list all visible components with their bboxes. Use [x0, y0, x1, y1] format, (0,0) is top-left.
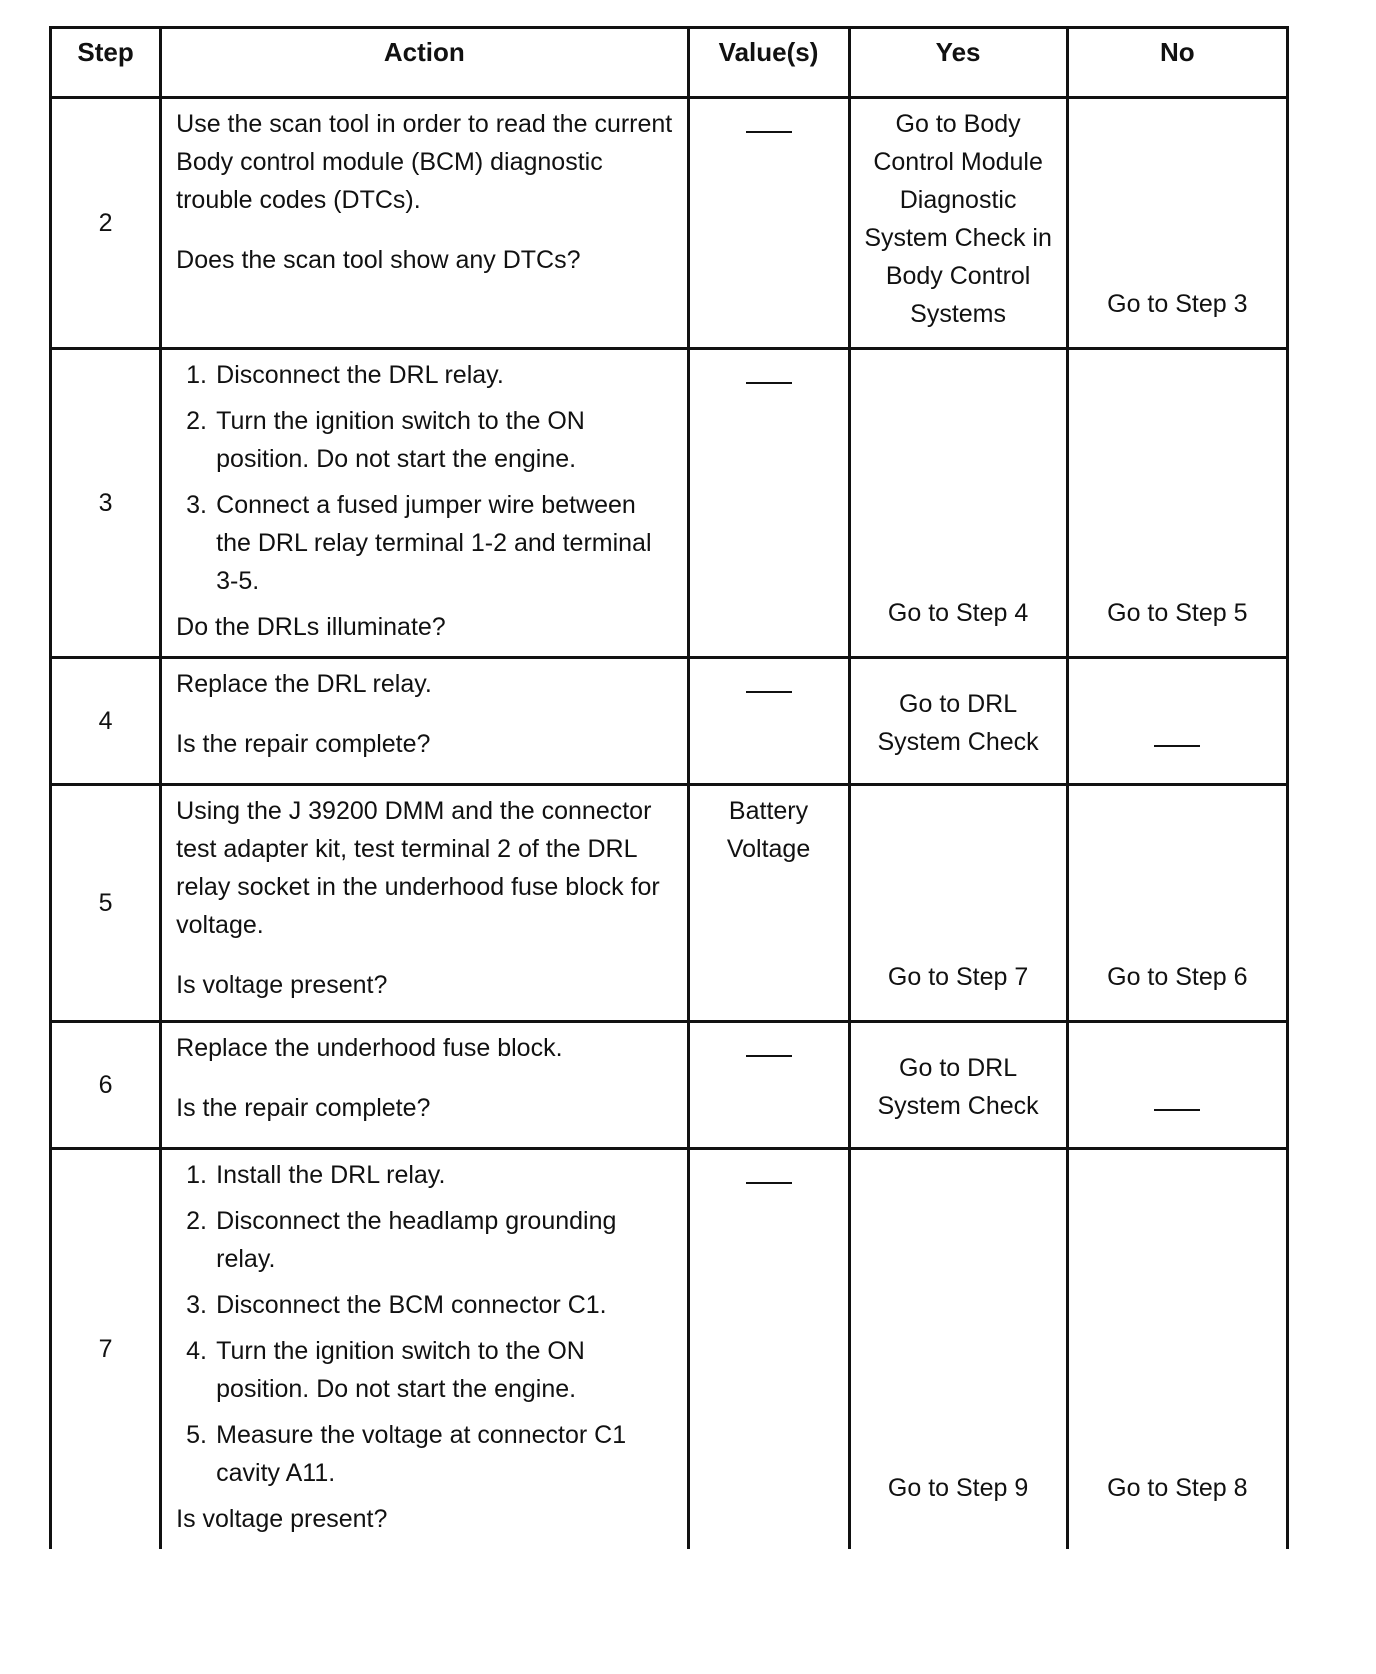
empty-value-dash	[746, 1182, 792, 1184]
value-cell: Battery Voltage	[688, 785, 849, 1022]
action-cell	[161, 98, 688, 349]
action-text: Using the J 39200 DMM and the connector test adapter kit, test terminal 2 of the DRL relay socket in the underhood fuse block for voltage.	[176, 797, 660, 939]
diagnostic-table	[49, 26, 1289, 1549]
yes-text: Go to Step 7	[887, 963, 1029, 991]
yes-text: Go to DRL System Check	[877, 690, 1039, 756]
step-number: 5	[51, 785, 161, 1022]
action-question: Is the repair complete?	[176, 730, 431, 758]
list-item: 5. Measure the voltage at connector C1 cavity A11.	[186, 1421, 627, 1487]
yes-cell	[849, 1149, 1067, 1549]
value-cell	[688, 658, 849, 785]
empty-value-dash	[746, 1055, 792, 1057]
list-item: 4. Turn the ignition switch to the ON position. Do not start the engine.	[186, 1337, 585, 1403]
header-values: Value(s)	[688, 28, 849, 98]
header-step: Step	[51, 28, 161, 98]
table-row	[51, 658, 1288, 785]
no-cell	[1067, 98, 1287, 349]
action-question: Is the repair complete?	[176, 1094, 431, 1122]
step-number: 7	[51, 1149, 161, 1549]
no-text: Go to Step 5	[1107, 599, 1248, 627]
list-item: 2. Turn the ignition switch to the ON position. Do not start the engine.	[186, 407, 585, 473]
yes-text: Go to Body Control Module Diagnostic System Check in Body Control Systems	[864, 110, 1052, 328]
value-cell	[688, 1022, 849, 1149]
value-cell	[688, 98, 849, 349]
yes-text: Go to DRL System Check	[877, 1054, 1039, 1120]
step-number: 2	[51, 98, 161, 349]
action-question: Is voltage present?	[176, 971, 388, 999]
table-row	[51, 349, 1288, 658]
yes-cell	[849, 349, 1067, 658]
yes-cell	[849, 658, 1067, 785]
value-cell	[688, 349, 849, 658]
empty-value-dash	[746, 131, 792, 133]
action-question: Is voltage present?	[176, 1505, 388, 1533]
action-text: Use the scan tool in order to read the current Body control module (BCM) diagnostic trouble codes (DTCs).	[176, 110, 673, 214]
no-text: Go to Step 6	[1107, 963, 1248, 991]
action-text: Replace the DRL relay.	[176, 670, 432, 698]
no-cell	[1067, 658, 1287, 785]
action-question: Does the scan tool show any DTCs?	[176, 246, 581, 274]
no-cell	[1067, 1149, 1287, 1549]
list-item: 1. Disconnect the DRL relay.	[186, 361, 504, 389]
header-row	[51, 28, 1288, 98]
header-yes: Yes	[849, 28, 1067, 98]
table-row	[51, 1022, 1288, 1149]
no-cell	[1067, 785, 1287, 1022]
list-item: 1. Install the DRL relay.	[186, 1161, 446, 1189]
step-number: 6	[51, 1022, 161, 1149]
header-action: Action	[161, 28, 688, 98]
step-number: 3	[51, 349, 161, 658]
yes-cell	[849, 785, 1067, 1022]
table-row	[51, 98, 1288, 349]
empty-value-dash	[746, 382, 792, 384]
empty-value-dash	[746, 691, 792, 693]
action-cell	[161, 349, 688, 658]
no-cell	[1067, 349, 1287, 658]
action-steps-list	[176, 356, 676, 600]
no-text: Go to Step 8	[1107, 1473, 1248, 1502]
list-item: 3. Disconnect the BCM connector C1.	[186, 1291, 607, 1319]
yes-text: Go to Step 4	[887, 599, 1029, 627]
action-steps-list	[176, 1156, 676, 1492]
value-cell	[688, 1149, 849, 1549]
action-cell	[161, 658, 688, 785]
action-question: Do the DRLs illuminate?	[176, 613, 446, 641]
header-no: No	[1067, 28, 1287, 98]
empty-no-dash	[1154, 745, 1200, 747]
yes-cell	[849, 98, 1067, 349]
action-cell	[161, 1022, 688, 1149]
list-item: 3. Connect a fused jumper wire between the DRL relay terminal 1-2 and terminal 3-5.	[186, 491, 652, 595]
step-number: 4	[51, 658, 161, 785]
table-row	[51, 1149, 1288, 1549]
action-cell	[161, 1149, 688, 1549]
action-text: Replace the underhood fuse block.	[176, 1034, 563, 1062]
yes-text: Go to Step 9	[887, 1473, 1029, 1502]
no-text: Go to Step 3	[1107, 290, 1248, 318]
action-cell	[161, 785, 688, 1022]
table-row	[51, 785, 1288, 1022]
no-cell	[1067, 1022, 1287, 1149]
list-item: 2. Disconnect the headlamp grounding relay.	[186, 1207, 617, 1273]
yes-cell	[849, 1022, 1067, 1149]
empty-no-dash	[1154, 1109, 1200, 1111]
